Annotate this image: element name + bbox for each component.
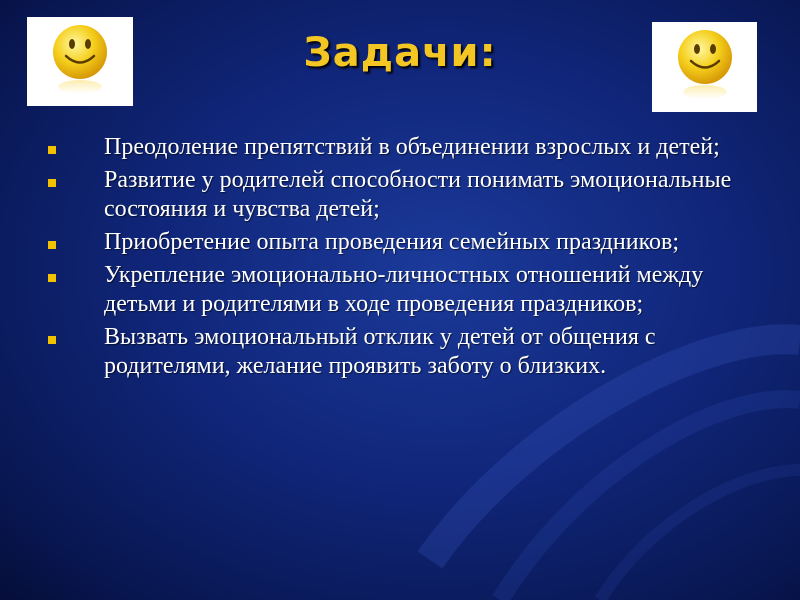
list-item [48, 166, 768, 224]
list-item-text: Преодоление препятствий в объединении взрослых и детей; [104, 134, 720, 160]
list-item [48, 323, 768, 381]
task-list [48, 133, 768, 385]
list-item-text: Укрепление эмоционально-личностных отношений между детьми и родителями в ходе проведения праздников; [104, 262, 704, 317]
list-item [48, 228, 768, 257]
bullet-icon [48, 274, 56, 282]
list-item [48, 261, 768, 319]
list-item-text: Приобретение опыта проведения семейных праздников; [104, 229, 680, 255]
list-item-text: Вызвать эмоциональный отклик у детей от общения с родителями, желание проявить заботу о близких. [104, 324, 656, 379]
slide-title: Задачи: [303, 30, 497, 76]
bullet-icon [48, 241, 56, 249]
bullet-icon [48, 336, 56, 344]
list-item-text: Развитие у родителей способности понимать эмоциональные состояния и чувства детей; [104, 167, 732, 222]
list-item [48, 133, 768, 162]
bullet-icon [48, 179, 56, 187]
bullet-icon [48, 146, 56, 154]
